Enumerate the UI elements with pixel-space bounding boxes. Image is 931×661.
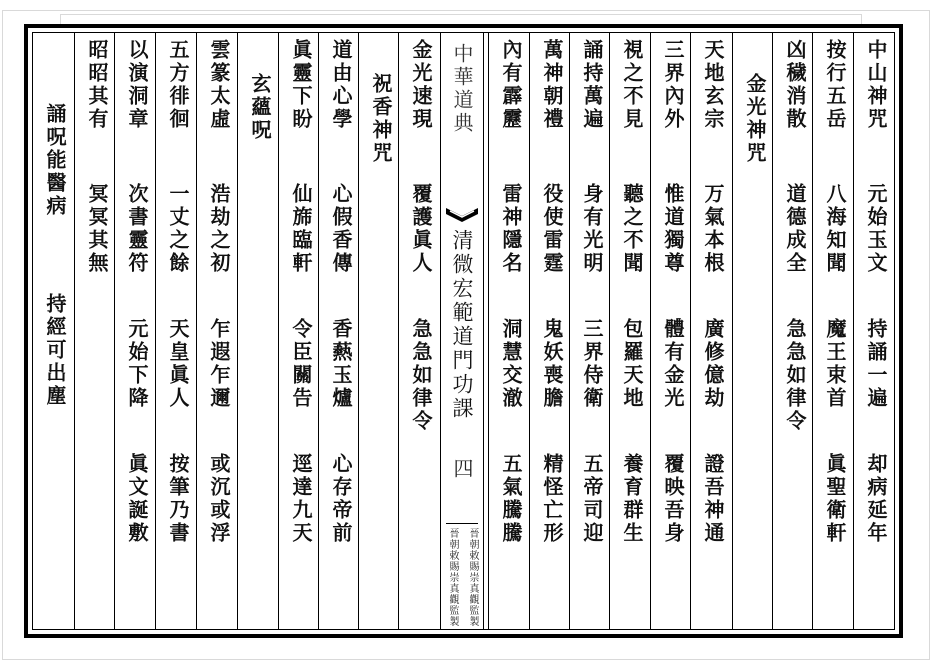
- text-column-16: [200, 33, 238, 629]
- verse: 次書靈符: [125, 183, 149, 275]
- verse: 視之不見: [620, 39, 644, 131]
- column-rule: [732, 33, 733, 629]
- verse: 役使雷霆: [540, 183, 564, 275]
- verse: 三界侍衛: [580, 318, 604, 410]
- section-heading: 玄蘊呪: [248, 73, 272, 142]
- verse: 洞慧交澈: [499, 318, 523, 410]
- verse: 以演洞章: [125, 39, 149, 131]
- verse: 中山神咒: [864, 39, 888, 131]
- verse: 逕達九天: [289, 453, 313, 545]
- verse: 按筆乃書: [166, 453, 190, 545]
- verse: 誦呪能醫病: [43, 103, 67, 218]
- text-column-3: [776, 33, 814, 629]
- verse: 證吾神通: [701, 453, 725, 545]
- verse: 凶穢消散: [783, 39, 807, 131]
- text-column-18: [118, 33, 156, 629]
- text-column-15: [241, 33, 279, 629]
- text-column-7: [613, 33, 651, 629]
- verse: 內有霹靂: [499, 39, 523, 131]
- text-column-11: [402, 33, 440, 629]
- verse: 按行五岳: [823, 39, 847, 131]
- verse: 廣修億劫: [701, 318, 725, 410]
- book-title: 清微宏範道門功課: [450, 229, 474, 421]
- verse: 心存帝前: [329, 453, 353, 545]
- verse: 令臣關告: [289, 318, 313, 410]
- text-column-12: [362, 33, 400, 629]
- verse: 持經可出塵: [43, 293, 67, 408]
- verse: 心假香傳: [329, 183, 353, 275]
- column-rule: [74, 33, 75, 629]
- verse: 或沉或浮: [207, 453, 231, 545]
- text-column-10: [492, 33, 530, 629]
- text-column-20: [36, 33, 74, 629]
- verse: 香爇玉爐: [329, 318, 353, 410]
- verse: 精怪亡形: [540, 453, 564, 545]
- column-rule: [483, 33, 484, 629]
- verse: 體有金光: [661, 318, 685, 410]
- verse: 雲篆太虛: [207, 39, 231, 131]
- text-column-9: [533, 33, 571, 629]
- text-column-8: [573, 33, 611, 629]
- fishtail-ornament: [446, 208, 478, 222]
- text-column-19: [78, 33, 116, 629]
- verse: 覆映吾身: [661, 453, 685, 545]
- verse: 魔王束首: [823, 318, 847, 410]
- page-number: 四: [450, 458, 474, 478]
- text-column-14: [282, 33, 320, 629]
- section-heading: 金光神咒: [743, 73, 767, 165]
- verse: 乍遐乍邇: [207, 318, 231, 410]
- verse: 眞聖衛軒: [823, 453, 847, 545]
- verse: 昭昭其有: [85, 39, 109, 131]
- verse: 八海知聞: [823, 183, 847, 275]
- verse: 惟道獨尊: [661, 183, 685, 275]
- verse: 身有光明: [580, 183, 604, 275]
- verse: 覆護眞人: [409, 183, 433, 275]
- verse: 包羅天地: [620, 318, 644, 410]
- verse: 道由心學: [329, 39, 353, 131]
- verse: 道德成全: [783, 183, 807, 275]
- verse: 一丈之餘: [166, 183, 190, 275]
- verse: 三界內外: [661, 39, 685, 131]
- text-column-13: [322, 33, 360, 629]
- verse: 却病延年: [864, 453, 888, 545]
- verse: 元始下降: [125, 318, 149, 410]
- verse: 冥冥其無: [85, 183, 109, 275]
- verse: 五方徘徊: [166, 39, 190, 131]
- verse: 雷神隱名: [499, 183, 523, 275]
- text-column-6: [654, 33, 692, 629]
- text-column-2: [816, 33, 854, 629]
- text-column-5: [694, 33, 732, 629]
- verse: 眞靈下盼: [289, 39, 313, 131]
- imprint-right: 晉朝敕賜崇真觀監製: [467, 528, 478, 627]
- verse: 天地玄宗: [701, 39, 725, 131]
- verse: 誦持萬遍: [580, 39, 604, 131]
- verse: 急急如律令: [409, 318, 433, 433]
- column-rule: [488, 33, 489, 629]
- text-column-1: [857, 33, 895, 629]
- verse: 天皇眞人: [166, 318, 190, 410]
- verse: 五帝司迎: [580, 453, 604, 545]
- section-heading: 祝香神咒: [369, 73, 393, 165]
- imprint-left: 晉朝敕賜崇真觀監製: [447, 528, 458, 627]
- verse: 鬼妖喪膽: [540, 318, 564, 410]
- center-spine: [440, 33, 483, 629]
- verse: 金光速現: [409, 39, 433, 131]
- verse: 五氣騰騰: [499, 453, 523, 545]
- collection-title: 中華道典: [450, 43, 474, 135]
- verse: 浩劫之初: [207, 183, 231, 275]
- verse: 眞文誕敷: [125, 453, 149, 545]
- verse: 万氣本根: [701, 183, 725, 275]
- verse: 持誦一遍: [864, 318, 888, 410]
- text-column-4: [736, 33, 774, 629]
- verse: 急急如律令: [783, 318, 807, 433]
- text-column-17: [159, 33, 197, 629]
- verse: 萬神朝禮: [540, 39, 564, 131]
- verse: 聽之不聞: [620, 183, 644, 275]
- divider: [446, 523, 478, 524]
- verse: 養育群生: [620, 453, 644, 545]
- verse: 元始玉文: [864, 183, 888, 275]
- verse: 仙旆臨軒: [289, 183, 313, 275]
